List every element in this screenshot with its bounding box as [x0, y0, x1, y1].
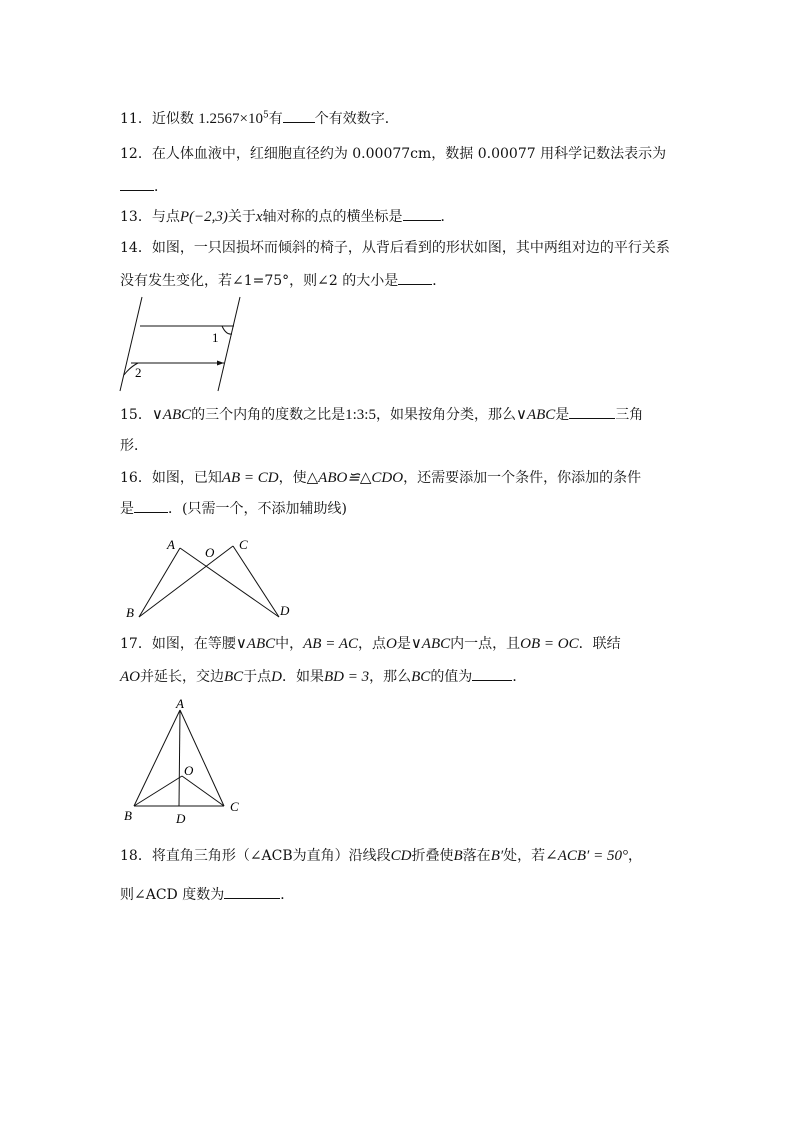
label-b: B	[126, 605, 134, 620]
q15-ratio: 1:3:5	[345, 407, 376, 423]
q11-exponent: 5	[263, 110, 269, 121]
label-a: A	[176, 696, 184, 711]
label-o: O	[205, 545, 215, 560]
q18-b: B	[453, 848, 463, 864]
question-17-line-2	[120, 666, 526, 687]
question-16	[120, 468, 641, 488]
q16-number: 16．	[120, 470, 152, 486]
segment-ad	[180, 548, 279, 617]
label-o: O	[184, 763, 194, 778]
q15-number: 15．	[120, 407, 152, 423]
question-18-line-2	[120, 884, 294, 905]
q18-mid: 折叠使	[411, 848, 454, 864]
angle-1-label: 1	[212, 330, 219, 345]
q15-post: 是	[555, 407, 570, 423]
q13-prefix: 与点	[151, 209, 180, 225]
q17-equation-1: AB = AC	[303, 636, 358, 652]
q18-number: 18．	[120, 848, 152, 864]
q11-coefficient: 1.2567	[198, 111, 240, 127]
chair-rail-arrow	[217, 361, 224, 366]
q15-tail: 三角	[615, 407, 644, 423]
q17-mid-1: 中，	[275, 636, 304, 652]
q13-axis: x	[255, 209, 263, 225]
q18-prefix: 将直角三角形（∠ACB为直角）沿线段	[151, 848, 391, 864]
q17-bc-2: BC	[411, 669, 431, 685]
q11-times: ×	[239, 111, 248, 127]
angle-2-label: 2	[135, 365, 142, 380]
q18-line-2: 则∠ACD 度数为	[120, 887, 225, 903]
label-d: D	[176, 811, 186, 826]
q13-mid: 关于	[227, 209, 256, 225]
question-13	[120, 206, 455, 227]
q17-l2-c: ．如果	[282, 669, 325, 685]
q11-number: 11．	[120, 111, 152, 127]
q13-tail: ．	[440, 209, 455, 225]
question-15	[120, 404, 643, 425]
q16-mid: ，使	[278, 470, 307, 486]
q15-mid-2: ，如果按角分类，那么	[375, 407, 516, 423]
q16-line-2-pre: 是	[120, 501, 134, 517]
q17-triangle-1: ∨ABC	[235, 636, 276, 652]
q16-equation: AB = CD	[221, 470, 279, 486]
q17-triangle-2: ∨ABC	[410, 636, 451, 652]
question-12	[120, 144, 666, 164]
angle-1-arc	[222, 326, 232, 334]
segment-cd	[233, 546, 279, 617]
q18-post: ，	[627, 848, 642, 864]
chair-right-leg	[218, 297, 240, 391]
q12-answer-blank[interactable]	[120, 176, 154, 191]
q17-l2-b: 于点	[243, 669, 272, 685]
q14-number: 14．	[120, 240, 152, 256]
label-d: D	[280, 603, 290, 618]
q16-answer-blank[interactable]	[134, 498, 168, 513]
q11-post: 有	[268, 111, 283, 127]
q17-number: 17．	[120, 636, 152, 652]
question-14	[120, 238, 670, 258]
q16-line-2-post: ．(只需一个，不添加辅助线)	[168, 501, 347, 517]
q15-mid-1: 的三个内角的度数之比是	[191, 407, 346, 423]
q14-chair-figure	[116, 295, 246, 395]
q17-prefix: 如图，在等腰	[151, 636, 236, 652]
q17-point-d: D	[271, 669, 283, 685]
q16-prefix: 如图，已知	[151, 470, 222, 486]
q17-point-o: O	[385, 636, 397, 652]
q15-answer-blank[interactable]	[569, 404, 615, 419]
q14-tail: ．	[432, 273, 447, 289]
side-ac	[180, 710, 224, 806]
q13-answer-blank[interactable]	[403, 206, 441, 221]
q15-triangle-2: ∨ABC	[515, 407, 556, 423]
q13-post: 轴对称的点的横坐标是	[262, 209, 403, 225]
label-c: C	[239, 537, 248, 552]
question-16-line-2	[120, 498, 347, 519]
q11-tail: 个有效数字．	[314, 111, 399, 127]
q17-l2-a: 并延长，交边	[140, 669, 224, 685]
q17-mid-2: ，点	[357, 636, 386, 652]
segment-bc	[139, 546, 233, 617]
q12-text: 在人体血液中，红细胞直径约为 0.00077cm，数据 0.00077 用科学记数法表示为	[151, 146, 667, 162]
segment-ba	[139, 548, 180, 617]
q18-angle: ∠ACB′ = 50°	[545, 848, 628, 864]
q16-post: ，还需要添加一个条件，你添加的条件	[403, 470, 642, 486]
q13-point: P(−2,3)	[179, 209, 228, 225]
q17-l2-e: ，那么	[369, 669, 412, 685]
q17-triangle-figure	[118, 696, 248, 828]
q17-mid-3: 是	[396, 636, 411, 652]
q15-line-2: 形．	[120, 438, 148, 454]
label-c: C	[230, 799, 239, 814]
q17-answer-blank[interactable]	[472, 666, 512, 681]
q14-answer-blank[interactable]	[398, 270, 432, 285]
q18-mid-3: 处，若	[503, 848, 546, 864]
question-18	[120, 846, 642, 866]
segment-ad	[179, 710, 180, 806]
q18-answer-blank[interactable]	[224, 884, 280, 899]
question-12-line-2	[120, 176, 168, 197]
label-a: A	[167, 537, 175, 552]
segment-oc	[182, 776, 224, 806]
q17-post: ．联结	[578, 636, 621, 652]
q17-l2-f: 的值为	[430, 669, 473, 685]
q14-text: 如图，一只因损坏而倾斜的椅子，从背后看到的形状如图，其中两组对边的平行关系	[151, 240, 670, 256]
q12-tail: ．	[154, 179, 168, 195]
question-17	[120, 634, 621, 654]
q18-mid-2: 落在	[462, 848, 491, 864]
q17-bd: BD = 3	[324, 669, 370, 685]
question-11	[120, 108, 399, 129]
q17-bc: BC	[224, 669, 244, 685]
q18-tail: ．	[280, 887, 295, 903]
q11-prefix: 近似数	[151, 111, 194, 127]
q18-b-prime: B′	[490, 848, 504, 864]
question-14-line-2	[120, 270, 446, 291]
q15-triangle-1: ∨ABC	[151, 407, 192, 423]
q17-mid-4: 内一点，且	[450, 636, 521, 652]
q11-base: 10	[248, 111, 263, 127]
q16-congruence: △ABO≌△CDO	[306, 470, 404, 486]
q11-answer-blank[interactable]	[283, 108, 315, 123]
label-b: B	[124, 808, 132, 823]
q16-triangles-figure	[120, 534, 300, 624]
question-15-line-2	[120, 436, 148, 456]
q17-tail: ．	[512, 669, 527, 685]
q14-text-2: 没有发生变化，若∠1=75°，则∠2 的大小是	[120, 273, 399, 289]
q17-ao: AO	[120, 669, 140, 685]
q12-number: 12．	[120, 146, 152, 162]
q17-equation-2: OB = OC	[520, 636, 579, 652]
q18-cd: CD	[390, 848, 412, 864]
q13-number: 13．	[120, 209, 152, 225]
